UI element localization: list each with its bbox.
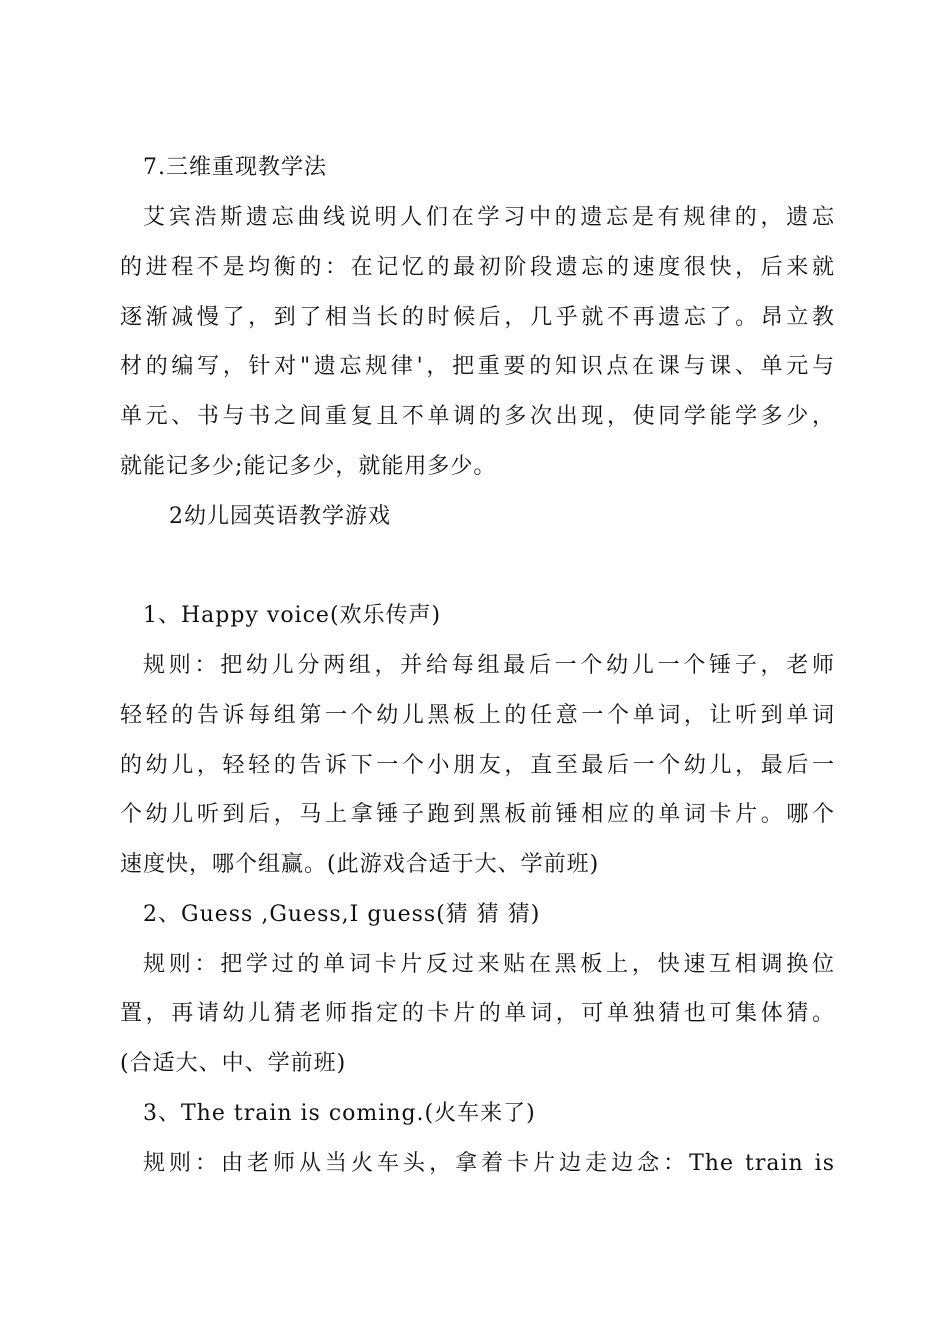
section-7-heading: 7.三维重现教学法 — [143, 155, 327, 180]
game-3-title: 3、The train is coming.(火车来了) — [143, 1101, 536, 1126]
paragraph-line: 速度快，哪个组赢。(此游戏合适于大、学前班) — [120, 852, 600, 877]
game-1-title: 1、Happy voice(欢乐传声) — [143, 603, 442, 628]
part-2-title: 2幼儿园英语教学游戏 — [169, 504, 391, 529]
paragraph-line: 个幼儿听到后，马上拿锤子跑到黑板前锤相应的单词卡片。哪个 — [120, 802, 835, 827]
paragraph-line: 艾宾浩斯遗忘曲线说明人们在学习中的遗忘是有规律的，遗忘 — [143, 205, 835, 230]
paragraph-line: 规则：由老师从当火车头，拿着卡片边走边念：The train is — [143, 1151, 835, 1176]
paragraph-line: 单元、书与书之间重复且不单调的多次出现，使同学能学多少， — [120, 404, 835, 429]
paragraph-line: 的幼儿，轻轻的告诉下一个小朋友，直至最后一个幼儿，最后一 — [120, 753, 835, 778]
paragraph-line: 规则：把幼儿分两组，并给每组最后一个幼儿一个锤子，老师 — [143, 653, 835, 678]
paragraph-line: 就能记多少;能记多少，就能用多少。 — [120, 454, 497, 479]
paragraph-line: 轻轻的告诉每组第一个幼儿黑板上的任意一个单词，让听到单词 — [120, 703, 835, 728]
paragraph-line: 材的编写，针对"遗忘规律'，把重要的知识点在课与课、单元与 — [120, 354, 835, 379]
game-2-title: 2、Guess ,Guess,I guess(猜 猜 猜) — [143, 902, 541, 927]
paragraph-line: 置，再请幼儿猜老师指定的卡片的单词，可单独猜也可集体猜。 — [120, 1001, 835, 1026]
paragraph-line: 的进程不是均衡的：在记忆的最初阶段遗忘的速度很快，后来就 — [120, 255, 835, 280]
paragraph-line: 规则：把学过的单词卡片反过来贴在黑板上，快速互相调换位 — [143, 952, 835, 977]
paragraph-line: 逐渐减慢了，到了相当长的时候后，几乎就不再遗忘了。昂立教 — [120, 305, 835, 330]
paragraph-line: (合适大、中、学前班) — [120, 1051, 347, 1076]
